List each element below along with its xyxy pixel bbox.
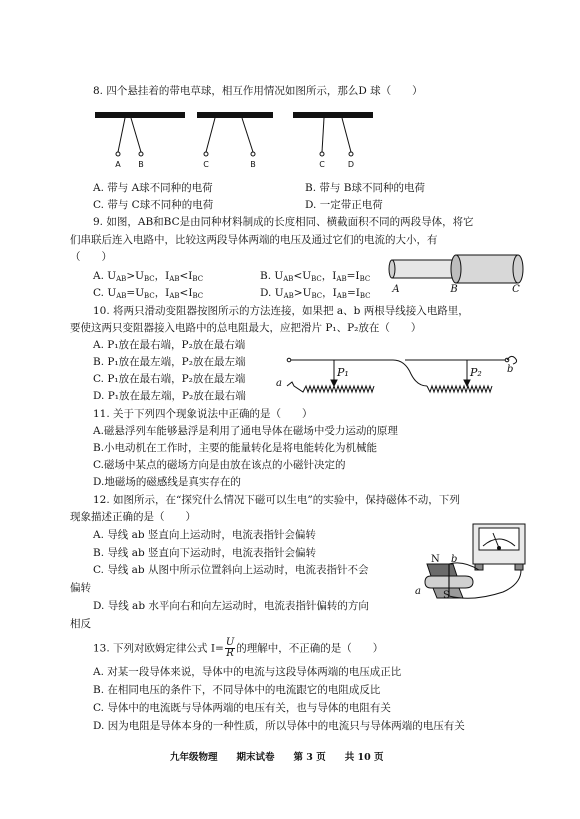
q10-option-d: D. P₁放在最左端，P₂放在最右端 <box>93 390 246 402</box>
q12-option-c-line1: C. 导线 ab 从图中所示位置斜向上运动时，电流表指针不会 <box>93 564 369 576</box>
q12-stem-line1: 12. 如图所示，在“探究什么情况下磁可以生电”的实验中，保持磁体不动，下列 <box>93 494 460 506</box>
q12-option-d-line1: D. 导线 ab 水平向右和向左运动时，电流表指针偏转的方向 <box>93 600 369 612</box>
q9-option-c: C. $U_{AB}=U_{BC}$，$I_{AB}<I_{BC}$ <box>93 287 204 300</box>
q10-option-c: C. P₁放在最右端，P₂放在最左端 <box>93 373 246 385</box>
q10-stem-line2: 要使这两只变阻器接入电路中的总电阻最大，应把滑片 P₁、P₂放在（ ） <box>70 322 422 334</box>
q9-option-a: A. $U_{AB}>U_{BC}$，$I_{AB}<I_{BC}$ <box>93 270 204 283</box>
q10-option-a: A. P₁放在最右端，P₂放在最右端 <box>93 339 246 351</box>
q8-ball-label: C <box>203 160 209 169</box>
q9-stem-line3: （ ） <box>70 251 112 263</box>
q11-option-a: A.磁悬浮列车能够悬浮是利用了通电导体在磁场中受力运动的原理 <box>93 425 398 437</box>
q9-conductor-figure <box>388 252 528 295</box>
q12-a-label: a <box>415 586 421 597</box>
q13-option-a: A. 对某一段导体来说，导体中的电流与这段导体两端的电压成正比 <box>93 666 402 678</box>
q9-stem-line2: 们串联后连入电路中，比较这两段导体两端的电压及通过它们的电流的大小，有 <box>70 234 438 246</box>
q10-a-label: a <box>276 378 282 389</box>
q11-option-c: C.磁场中某点的磁场方向是由放在该点的小磁针决定的 <box>93 459 346 471</box>
q10-stem-line1: 10. 将两只滑动变阻器按图所示的方法连接，如果把 a、b 两根导线接入电路里， <box>93 305 469 317</box>
q10-b-label: b <box>507 364 514 375</box>
q13-option-c: C. 导体中的电流既与导体两端的电压有关，也与导体的电阻有关 <box>93 702 391 714</box>
q13-formula-fraction: $\frac{U}{R}$ <box>225 637 235 659</box>
q11-option-d: D.地磁场的磁感线是真实存在的 <box>93 476 241 488</box>
q9-label: B <box>450 284 458 295</box>
q12-option-b: B. 导线 ab 竖直向下运动时，电流表指针会偏转 <box>93 547 317 559</box>
q12-option-d-line2: 相反 <box>70 618 91 630</box>
q13-option-d: D. 因为电阻是导体本身的一种性质，所以导体中的电流只与导体两端的电压有关 <box>93 720 465 732</box>
q12-option-a: A. 导线 ab 竖直向上运动时，电流表指针会偏转 <box>93 529 316 541</box>
q12-option-c-line2: 偏转 <box>70 582 91 594</box>
page-footer: 九年级物理 期末试卷 第 3 页 共 10 页 <box>170 752 384 763</box>
q12-galvanometer-figure <box>413 520 533 602</box>
q13-option-b: B. 在相同电压的条件下，不同导体中的电流跟它的电阻成反比 <box>93 684 381 696</box>
q10-p1-label: P₁ <box>337 366 349 379</box>
q9-stem-line1: 9. 如图，AB和BC是由同种材料制成的长度相同、横截面积不同的两段导体，将它 <box>93 216 474 228</box>
q13-stem: 13. 下列对欧姆定律公式 I= $\frac{U}{R}$ 的理解中，不正确的是（ ） <box>93 637 384 659</box>
q8-option-d: D. 一定带正电荷 <box>305 199 383 211</box>
q8-ball-label: A <box>115 160 121 169</box>
q12-s-label: S <box>443 590 450 601</box>
q8-ball-label: D <box>347 160 355 169</box>
q8-option-a: A. 带与 A球不同种的电荷 <box>93 182 213 194</box>
q8-ball-label: B <box>138 160 144 169</box>
q12-b-label: b <box>451 554 458 565</box>
q11-option-b: B.小电动机在工作时，主要的能量转化是将电能转化为机械能 <box>93 442 378 454</box>
q8-figure <box>0 110 580 180</box>
q8-stem: 8. 四个悬挂着的带电草球，相互作用情况如图所示，那么D 球（ ） <box>93 85 423 97</box>
q8-ball-label: B <box>250 160 256 169</box>
q11-stem: 11. 关于下列四个现象说法中正确的是（ ） <box>93 408 313 420</box>
q12-stem-line2: 现象描述正确的是（ ） <box>70 511 196 523</box>
q10-rheostat-figure <box>275 352 515 402</box>
q9-option-d: D. $U_{AB}>U_{BC}$，$I_{AB}=I_{BC}$ <box>260 287 371 300</box>
q8-option-b: B. 带与 B球不同种的电荷 <box>305 182 425 194</box>
q12-n-label: N <box>431 554 440 565</box>
q8-option-c: C. 带与 C球不同种的电荷 <box>93 199 214 211</box>
q8-ball-label: C <box>319 160 325 169</box>
q10-option-b: B. P₁放在最左端，P₂放在最左端 <box>93 356 246 368</box>
q10-p2-label: P₂ <box>470 366 482 379</box>
q9-option-b: B. $U_{AB}<U_{BC}$，$I_{AB}=I_{BC}$ <box>260 270 371 283</box>
q9-label: C <box>512 284 520 295</box>
q9-label: A <box>392 284 400 295</box>
